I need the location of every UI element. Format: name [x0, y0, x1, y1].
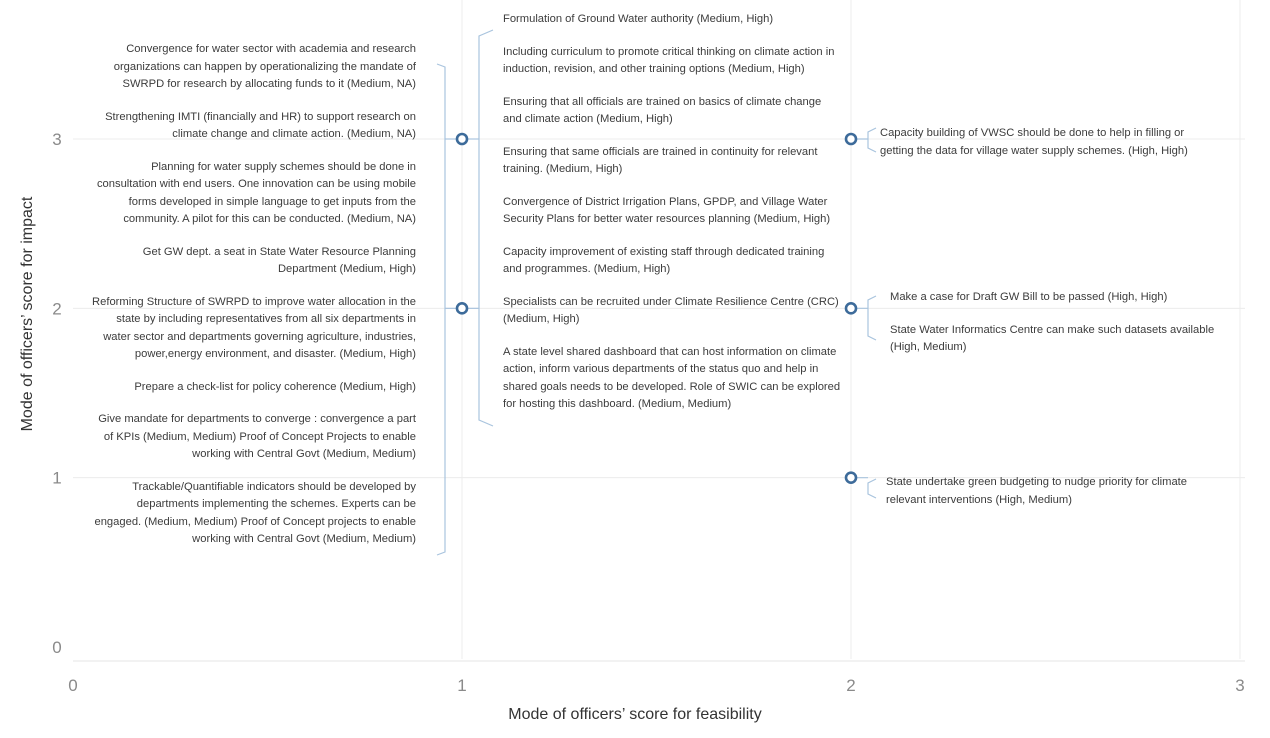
annotation-text: Ensuring that all officials are trained on basics of climate change and climate action (Medium, High) — [503, 95, 822, 125]
data-point — [846, 134, 856, 144]
annotation-text: Get GW dept. a seat in State Water Resource Planning Department (Medium, High) — [142, 245, 416, 275]
annotation-text: Strengthening IMTI (financially and HR) to support research on climate change and climate action. (Medium, NA) — [105, 110, 416, 140]
data-point — [457, 134, 467, 144]
annotation-middle-group — [503, 11, 841, 429]
y-tick-label: 1 — [52, 468, 62, 488]
y-tick-label: 2 — [52, 299, 62, 319]
x-tick-label: 3 — [1235, 676, 1245, 695]
annotation-text: A state level shared dashboard that can host information on climate action, inform various departments of the status quo and help in shared goals needs to be developed. Role of SWIC can be explored for hosting this dashboard. (Medium, Medium) — [503, 345, 841, 410]
annotation-text: State undertake green budgeting to nudge priority for climate relevant interventions (High, Medium) — [886, 476, 1188, 506]
annotation-text: Convergence of District Irrigation Plans, GPDP, and Village Water Security Plans for better water resources planning (Medium, High) — [503, 195, 831, 225]
annotation-point-2-1 — [886, 474, 1226, 524]
annotation-text: Make a case for Draft GW Bill to be passed (High, High) — [890, 291, 1168, 303]
annotation-text: State Water Informatics Centre can make such datasets available (High, Medium) — [890, 323, 1215, 353]
annotation-text: Capacity improvement of existing staff through dedicated training and programmes. (Medium, High) — [503, 245, 825, 275]
bracket-middle-group — [479, 30, 493, 426]
annotation-point-2-3 — [880, 125, 1220, 175]
data-point — [457, 303, 467, 313]
bracket-point-2-2 — [857, 296, 876, 340]
annotation-text: Reforming Structure of SWRPD to improve water allocation in the state by including representatives from all six departments in water sector and departments governing agriculture, industries, power,energy environment, and disaster. (Medium, High) — [92, 295, 416, 360]
annotation-left-group — [90, 41, 416, 564]
annotation-text: Specialists can be recruited under Climate Resilience Centre (CRC) (Medium, High) — [503, 295, 839, 325]
annotation-text: Give mandate for departments to converge : convergence a part of KPIs (Medium, Medium) Proof of Concept Projects to enable working with Central Govt (Medium, Medium) — [98, 413, 416, 460]
annotation-text: Planning for water supply schemes should be done in consultation with end users. One innovation can be using mobile forms developed in simple language to get inputs from the community. A pilot for this can be conducted. (Medium, NA) — [96, 160, 416, 225]
x-tick-label: 1 — [457, 676, 467, 695]
data-point — [846, 473, 856, 483]
data-point — [846, 303, 856, 313]
y-tick-label: 3 — [52, 130, 62, 149]
bracket-point-2-3 — [857, 128, 876, 152]
annotation-text: Formulation of Ground Water authority (Medium, High) — [503, 13, 774, 25]
y-axis-label: Mode of officers’ score for impact — [19, 196, 36, 432]
annotation-text: Convergence for water sector with academia and research organizations can happen by operationalizing the mandate of SWRPD for research by allocating funds to it (Medium, NA) — [113, 43, 416, 90]
bracket-left-group — [437, 64, 445, 555]
annotation-text: Prepare a check-list for policy coherence (Medium, High) — [134, 380, 416, 393]
annotation-point-2-2 — [890, 289, 1230, 372]
x-axis-label: Mode of officers’ score for feasibility — [508, 706, 762, 723]
y-tick-label: 0 — [52, 638, 62, 657]
annotation-text: Capacity building of VWSC should be done to help in filling or getting the data for village water supply schemes. (High, High) — [880, 127, 1188, 157]
x-tick-label: 2 — [846, 676, 856, 695]
annotation-text: Including curriculum to promote critical thinking on climate action in induction, revision, and other training options (Medium, High) — [503, 45, 835, 75]
annotation-text: Ensuring that same officials are trained in continuity for relevant training. (Medium, High) — [503, 145, 818, 175]
bracket-point-2-1 — [857, 478, 876, 498]
x-tick-label: 0 — [68, 676, 78, 695]
annotation-text: Trackable/Quantifiable indicators should be developed by departments implementing the schemes. Experts can be engaged. (Medium, Medium) Proof of Concept projects to enable working with Central Govt (Medium, Medium) — [94, 480, 416, 545]
